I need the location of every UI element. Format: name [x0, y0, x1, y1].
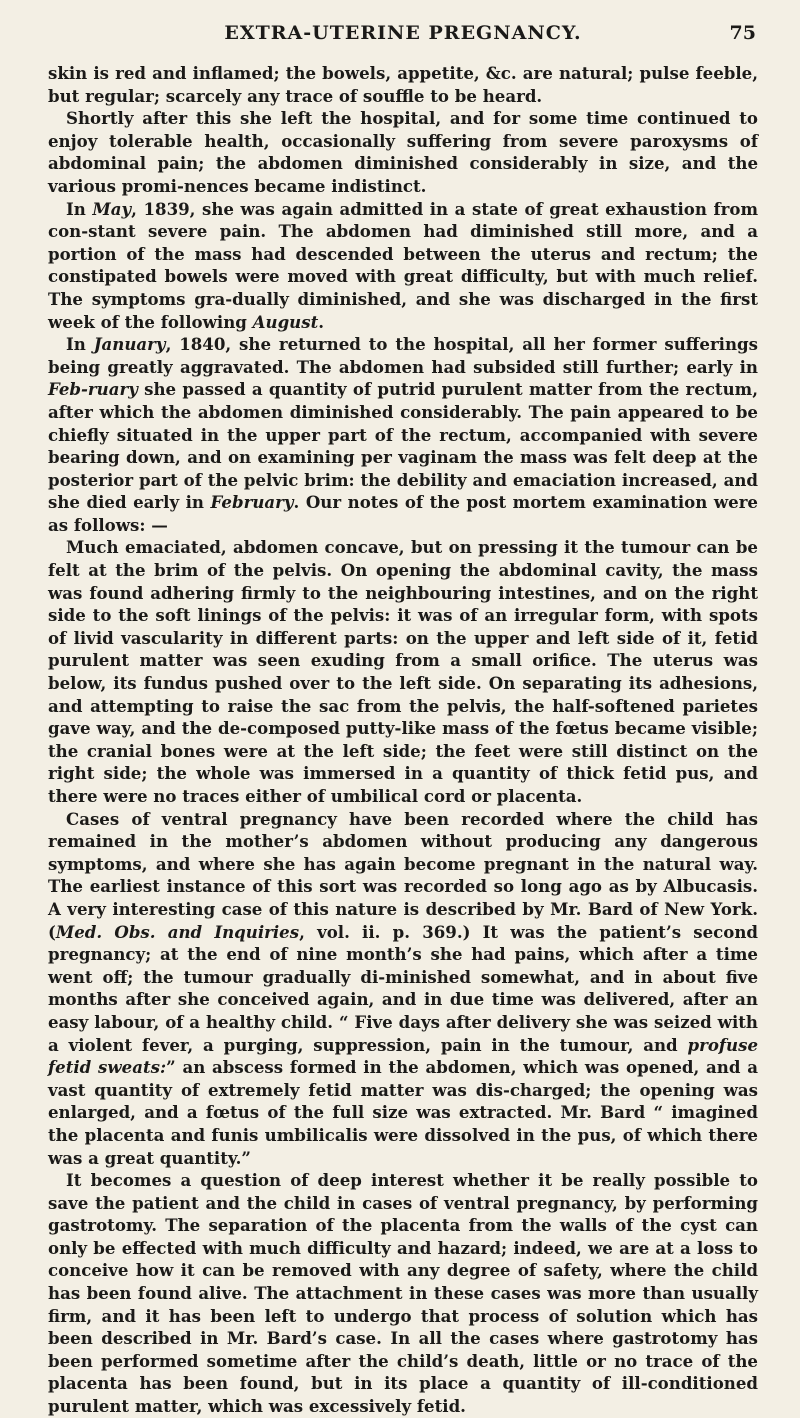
paragraph-5: Much emaciated, abdomen concave, but on pressing it the tumour can be felt at the brim of the pelvis. On opening the abdominal cavity, the mass was found adhering firmly to the neighbouring intestines, and on the right side to the soft linings of the pelvis: it was of an irregular form, with spots of livid vascularity in different parts: on the upper and left side of it, fetid purulent matter was seen exuding from a small orifice. The uterus was below, its fundus pushed over to the left side. On separating its adhesions, and attempting to raise the sac from the pelvis, the half-softened parietes gave way, and the de-composed putty-like mass of the fœtus became visible; the cranial bones were at the left side; the feet were still distinct on the right side; the whole was immersed in a quantity of thick fetid pus, and there were no traces either of umbilical cord or placenta.	[48, 537, 758, 806]
page-header	[48, 22, 758, 62]
emphasis-citation: Med. Obs. and Inquiries	[55, 921, 300, 942]
emphasis-january: January	[93, 334, 166, 355]
emphasis-august: August	[252, 311, 319, 332]
paragraph-2: Shortly after this she left the hospital, and for some time continued to enjoy tolerable health, occasionally suffering from severe paroxysms of abdominal pain; the abdomen diminished considerably in size, and the various promi-nences became indistinct.	[48, 108, 758, 196]
emphasis-february: February	[210, 492, 294, 513]
running-title: EXTRA-UTERINE PREGNANCY.	[224, 22, 582, 44]
paragraph-3: In May, 1839, she was again admitted in a state of great exhaustion from con-stant severe pain. The abdomen had diminished still more, and a portion of the mass had descended between the uterus and rectum; the constipated bowels were moved with great difficulty, but with much relief. The symptoms gra-dually diminished, and she was discharged in the first week of the following August.	[48, 198, 758, 332]
emphasis-february-hyphen: Feb-ruary	[48, 379, 138, 400]
paragraph-6: Cases of ventral pregnancy have been recorded where the child has remained in the mother’s abdomen without producing any dangerous symptoms, and where she has again become pregnant in the natural way. The earliest instance of this sort was recorded so long ago as by Albucasis. A very interesting case of this nature is described by Mr. Bard of New York. (Med. Obs. and Inquiries, vol. ii. p. 369.) It was the patient’s second pregnancy; at the end of nine month’s she had pains, which after a time went off; the tumour gradually di-minished somewhat, and in about five months after she conceived again, and in due time was delivered, after an easy labour, of a healthy child. “ Five days after delivery she was seized with a violent fever, a purging, suppression, pain in the tumour, and profuse fetid sweats:” an abscess formed in the abdomen, which was opened, and a vast quantity of extremely fetid matter was dis-charged; the opening was enlarged, and a fœtus of the full size was extracted. Mr. Bard “ imagined the placenta and funis umbilicalis were dissolved in the pus, of which there was a great quantity.”	[48, 808, 758, 1168]
emphasis-profuse-fetid-sweats: profuse fetid sweats:	[48, 1034, 758, 1078]
paragraph-7: It becomes a question of deep interest whether it be really possible to save the patient and the child in cases of ventral pregnancy, by performing gastrotomy. The separation of the placenta from the walls of the cyst can only be effected with much difficulty and hazard; indeed, we are at a loss to conceive how it can be removed with any degree of safety, where the child has been found alive. The attachment in these cases was more than usually firm, and it has been left to undergo that process of solution which has been described in Mr. Bard’s case. In all the cases where gastrotomy has been performed sometime after the child’s death, little or no trace of the placenta has been found, but in its place a quantity of ill-conditioned purulent matter, which was excessively fetid.	[48, 1170, 758, 1417]
emphasis-may: May	[92, 198, 132, 219]
paragraph-4: In January, 1840, she returned to the hospital, all her former sufferings being greatly aggravated. The abdomen had subsided still further; early in Feb-ruary she passed a quantity of putrid purulent matter from the rectum, after which the abdomen diminished considerably. The pain appeared to be chiefly situated in the upper part of the rectum, accompanied with severe bearing down, and on examining per vaginam the mass was felt deep at the posterior part of the pelvic brim: the debility and emaciation increased, and she died early in February. Our notes of the post mortem examination were as follows: —	[48, 334, 758, 535]
body-text	[48, 62, 758, 1418]
page-number: 75	[729, 22, 756, 44]
paragraph-1: skin is red and inflamed; the bowels, appetite, &c. are natural; pulse feeble, but regular; scarcely any trace of souffle to be heard.	[48, 63, 758, 106]
